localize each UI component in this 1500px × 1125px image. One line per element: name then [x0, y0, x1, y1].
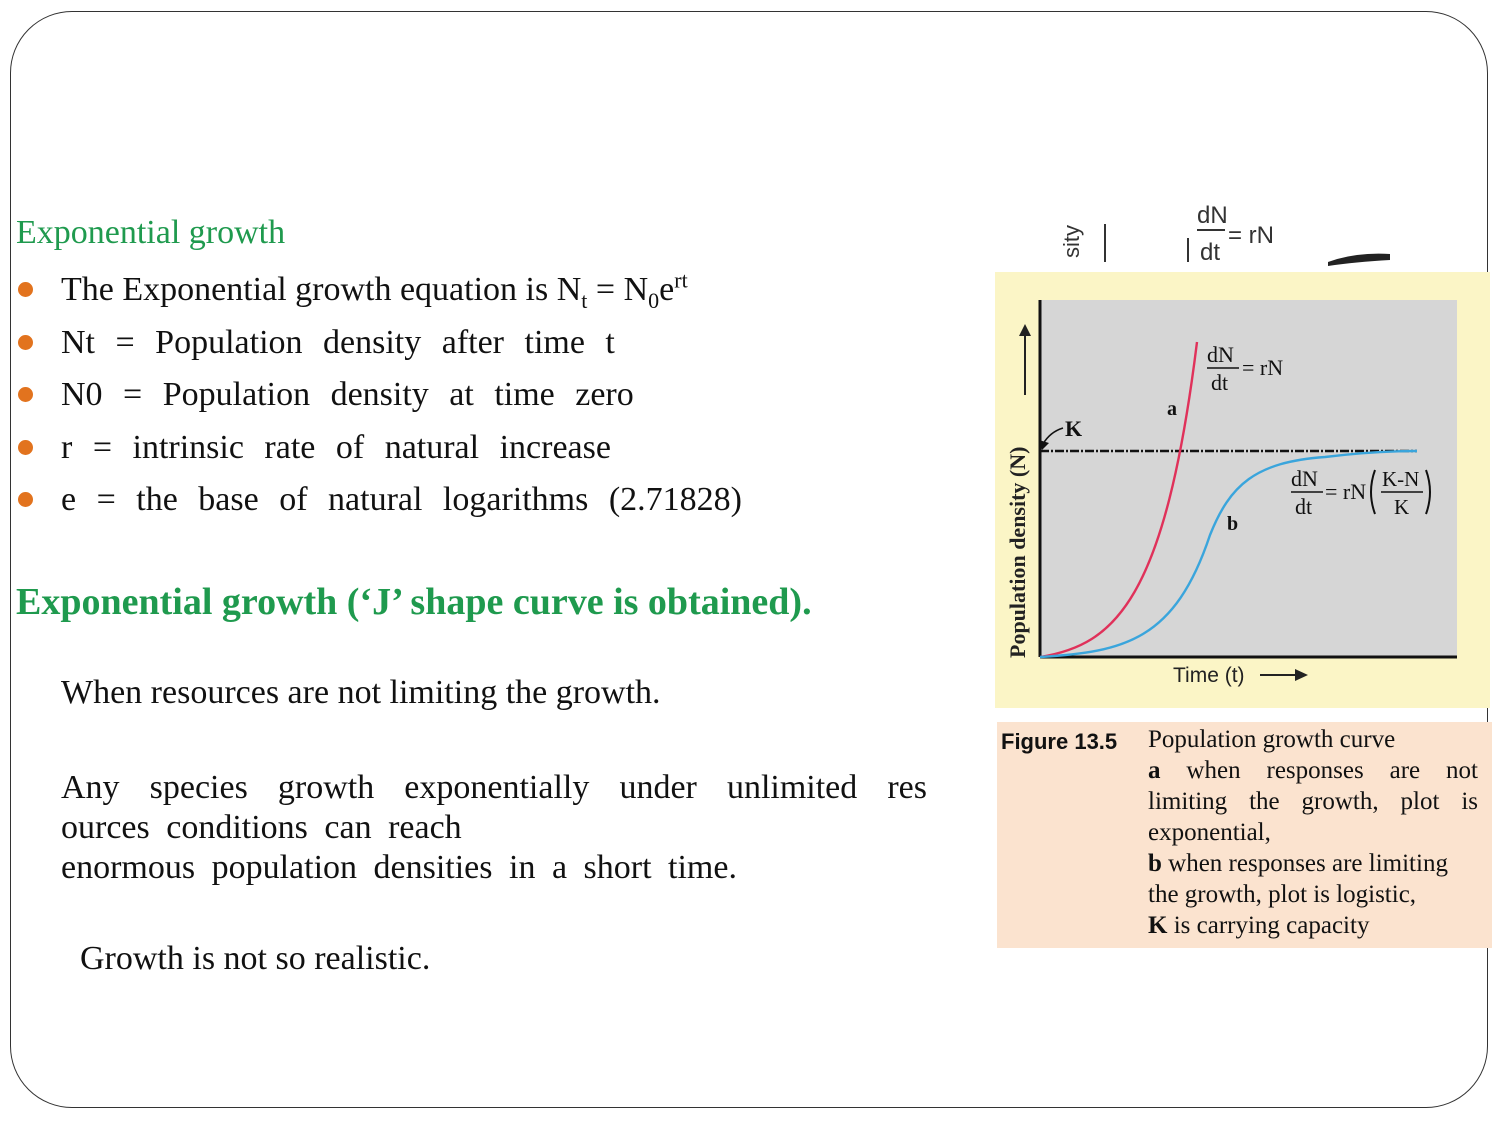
paragraph-line: Any species growth exponentially under unlimited res — [61, 769, 927, 806]
bullet-text: N0 = Population density at time zero — [61, 376, 634, 413]
caption-line: exponential, — [1148, 819, 1271, 846]
eq-b-den: dt — [1295, 494, 1313, 519]
section-heading: Exponential growth — [16, 214, 286, 251]
cropped-frac-num: dN — [1197, 202, 1228, 229]
eq-a-rhs: = rN — [1242, 355, 1284, 380]
eq-b-num: dN — [1291, 466, 1318, 491]
cropped-frac-den: dt — [1200, 239, 1221, 266]
bullet-text: r = intrinsic rate of natural increase — [61, 428, 611, 466]
figure-caption — [997, 722, 1492, 948]
eq-a-num: dN — [1207, 342, 1234, 367]
bullet-dot-icon — [18, 282, 33, 297]
bullet-item — [16, 369, 742, 422]
caption-line: K is carrying capacity — [1148, 912, 1370, 939]
y-axis-label: Population density (N) — [1005, 446, 1030, 658]
curve-a-label: a — [1167, 398, 1177, 420]
figure-number: Figure 13.5 — [1001, 729, 1118, 754]
paragraph-line: enormous population densities in a short time. — [61, 849, 737, 886]
bullet-item — [16, 422, 742, 475]
bullet-item — [16, 317, 742, 370]
paragraph-resources: When resources are not limiting the growth. — [61, 674, 661, 711]
bullet-item — [16, 474, 742, 527]
cropped-axis-fragment: sity — [1059, 225, 1084, 258]
x-axis-label: Time (t) — [1173, 664, 1245, 687]
eq-b-inner-num: K-N — [1382, 467, 1420, 491]
growth-equation: $N_t = N_0e^{rt}$ — [556, 267, 688, 313]
bullet-list — [16, 264, 742, 527]
caption-line: the growth, plot is logistic, — [1148, 881, 1417, 908]
paragraph-realistic: Growth is not so realistic. — [80, 940, 431, 977]
bullet-text: The Exponential growth equation is — [61, 271, 557, 308]
paragraph-line: ources conditions can reach — [61, 809, 462, 846]
bullet-dot-icon — [18, 387, 33, 402]
caption-body — [1148, 724, 1478, 941]
bullet-dot-icon — [18, 440, 33, 455]
j-curve-heading: Exponential growth (‘J’ shape curve is obtained). — [16, 581, 812, 623]
bullet-dot-icon — [18, 335, 33, 350]
eq-b-rhs: = rN — [1325, 479, 1367, 504]
caption-title: Population growth curve — [1148, 726, 1396, 753]
caption-line: limiting the growth, plot is — [1148, 788, 1478, 815]
caption-line: b when responses are limiting — [1148, 850, 1448, 877]
bullet-item-equation — [16, 264, 742, 317]
paragraph-unlimited — [61, 768, 927, 888]
curve-b-label: b — [1227, 513, 1239, 535]
eq-a-den: dt — [1211, 370, 1229, 395]
eq-b-inner-den: K — [1394, 495, 1410, 519]
bullet-dot-icon — [18, 492, 33, 507]
k-label: K — [1065, 416, 1083, 441]
bullet-text: e = the base of natural logarithms (2.71828) — [61, 481, 743, 518]
caption-line: a when responses are not — [1148, 757, 1478, 784]
bullet-text: Nt = Population density after time t — [61, 323, 615, 361]
cropped-rhs: = rN — [1228, 222, 1275, 249]
